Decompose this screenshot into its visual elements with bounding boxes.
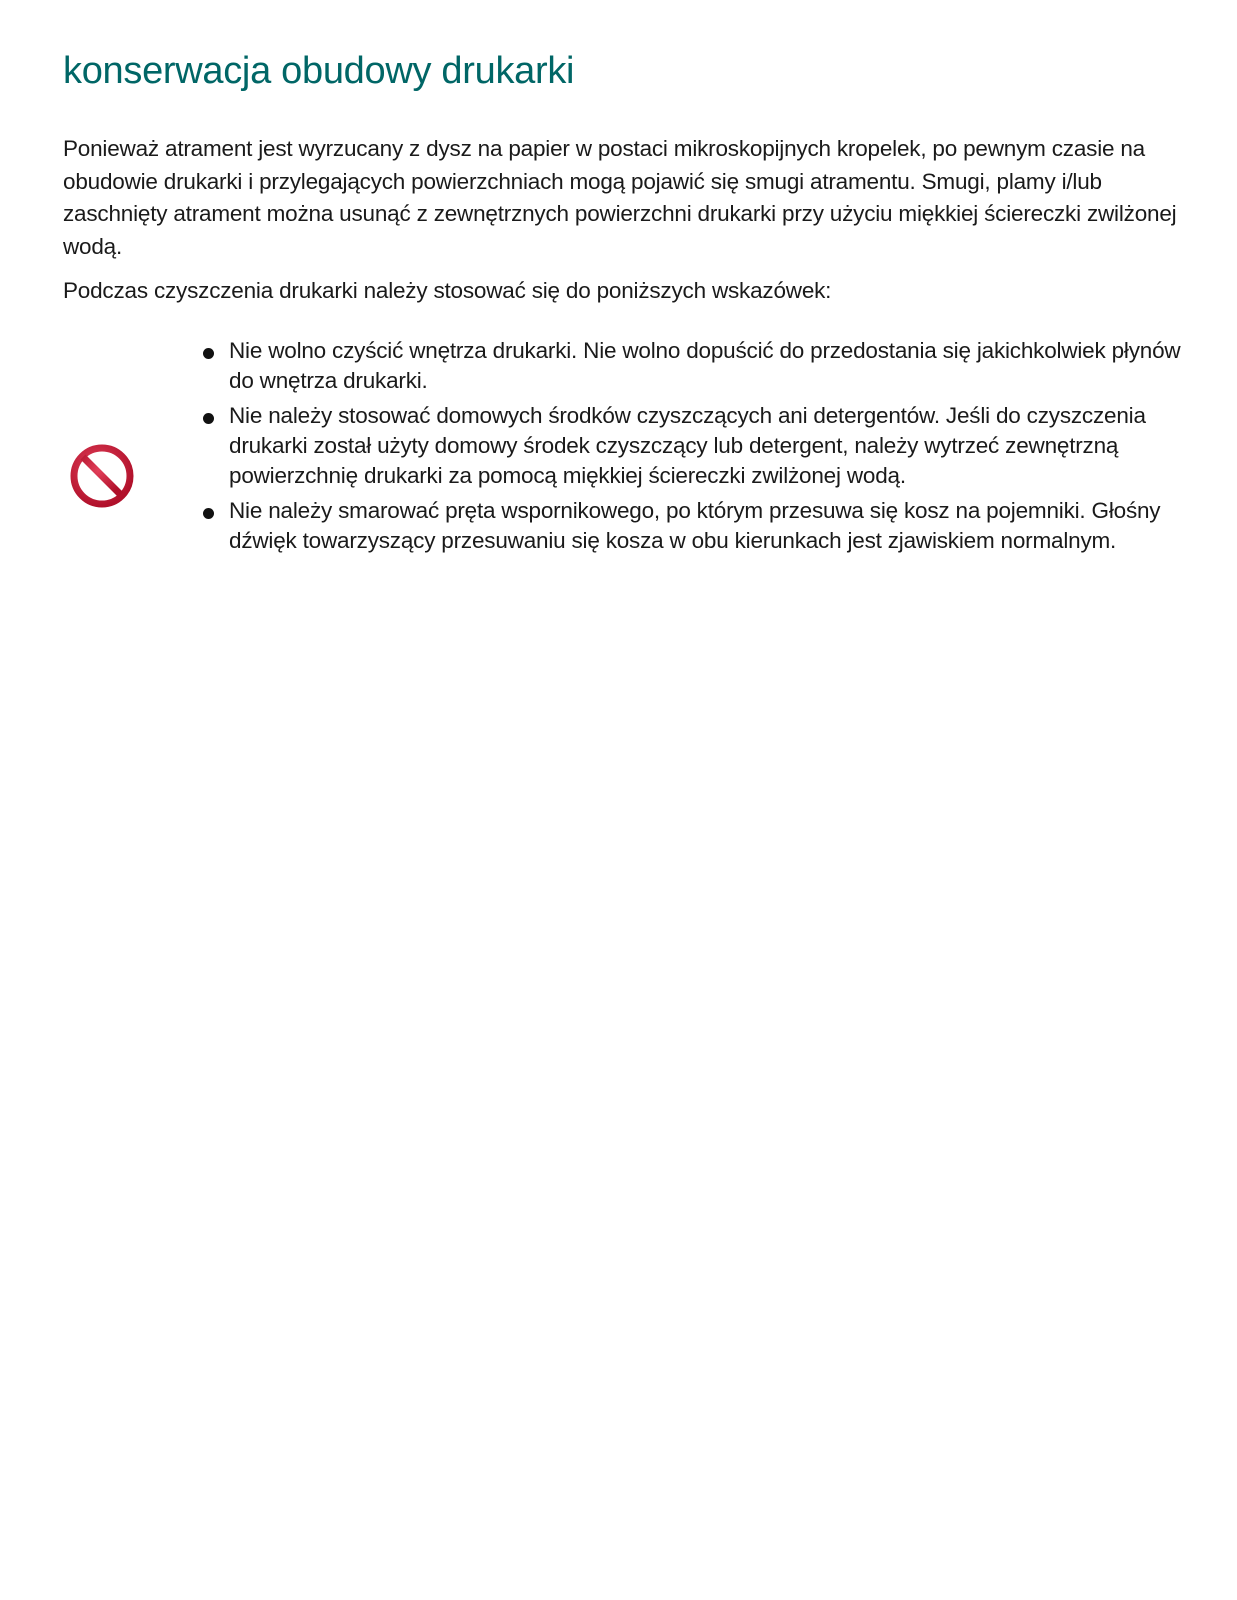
warning-item-detergents (199, 401, 1199, 491)
prohibition-icon (68, 442, 136, 510)
page-title: konserwacja obudowy drukarki (63, 50, 575, 92)
warning-item-lubrication (199, 496, 1199, 556)
warning-list (199, 336, 1199, 561)
warning-item-text: Nie należy stosować domowych środków czyszczących ani detergentów. Jeśli do czyszczenia drukarki został użyty domowy środek czyszczący lub detergent, należy wytrzeć zewnętrzną powierzchnię drukarki za pomocą miękkiej ściereczki zwilżonej wodą. (229, 403, 1146, 488)
bullet-icon (203, 508, 214, 519)
instructions-lead-paragraph: Podczas czyszczenia drukarki należy stosować się do poniższych wskazówek: (63, 278, 832, 303)
bullet-icon (203, 413, 214, 424)
warning-item-text: Nie wolno czyścić wnętrza drukarki. Nie wolno dopuścić do przedostania się jakichkolwiek płynów do wnętrza drukarki. (229, 338, 1181, 393)
intro-paragraph: Ponieważ atrament jest wyrzucany z dysz na papier w postaci mikroskopijnych kropelek, po pewnym czasie na obudowie drukarki i przylegających powierzchniach mogą pojawić się smugi atramentu. Smugi, plamy i/lub zaschnięty atrament można usunąć z zewnętrznych powierzchni drukarki przy użyciu miękkiej ściereczki zwilżonej wodą. (63, 136, 1177, 259)
warning-item-interior (199, 336, 1199, 396)
warning-item-text: Nie należy smarować pręta wspornikowego, po którym przesuwa się kosz na pojemniki. Głośny dźwięk towarzyszący przesuwaniu się kosza w obu kierunkach jest zjawiskiem normalnym. (229, 498, 1161, 553)
bullet-icon (203, 348, 214, 359)
